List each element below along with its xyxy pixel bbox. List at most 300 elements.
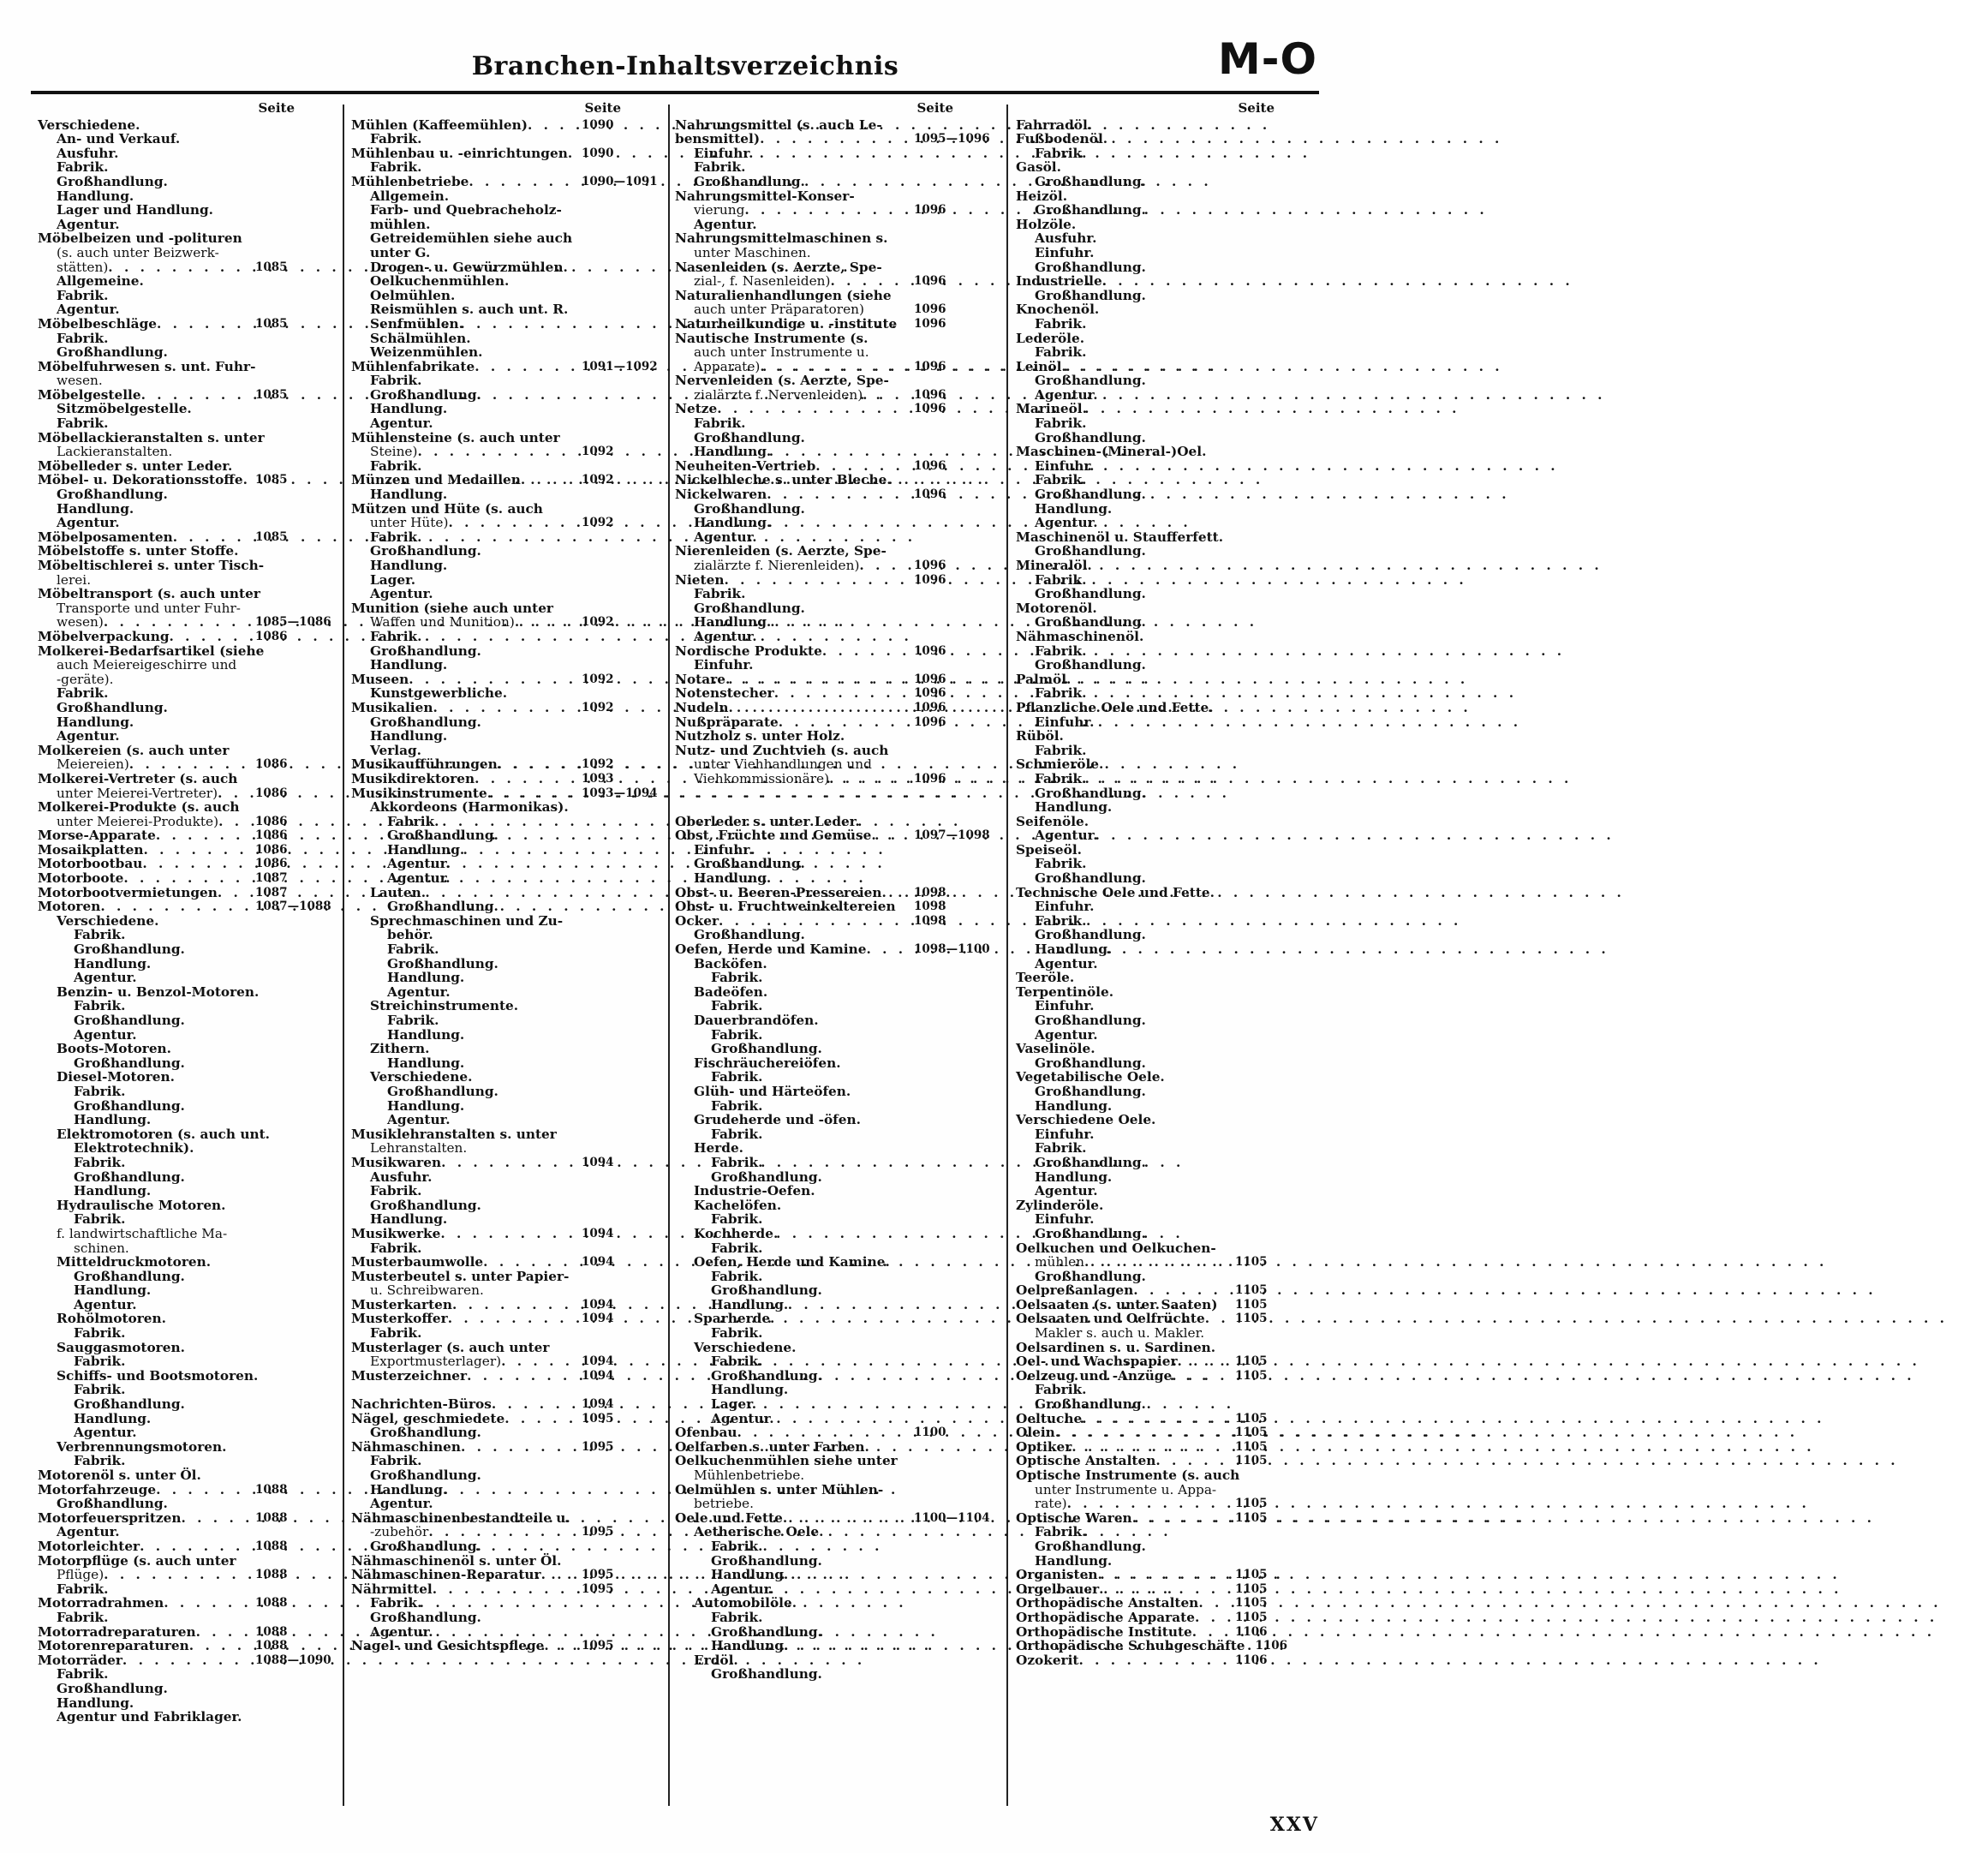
index-entry — [1016, 445, 1317, 459]
entry-label: Zylinderöle. — [1016, 1197, 1104, 1213]
entry-label: Verschiedene. — [57, 912, 159, 929]
entry-label: Fabrik. — [57, 159, 109, 176]
entry-label: Obst- u. Beeren-Pressereien — [675, 884, 882, 900]
entry-label: Sitzmöbelgestelle. — [57, 401, 192, 417]
index-entry — [1016, 516, 1317, 530]
index-entry — [1016, 1056, 1317, 1071]
index-entry — [1016, 1013, 1317, 1028]
index-entry — [1016, 957, 1317, 971]
index-entry — [351, 1341, 664, 1355]
entry-label: Handlung. — [387, 1055, 465, 1071]
entry-page: 1094 — [582, 1354, 614, 1369]
index-entry — [1016, 701, 1317, 715]
index-entry — [675, 1596, 996, 1611]
entry-label: Mitteldruckmotoren. — [57, 1254, 212, 1270]
index-entry — [38, 772, 337, 786]
index-entry — [1016, 1426, 1317, 1440]
index-entry — [1016, 914, 1317, 929]
dot-leader — [1198, 1596, 1230, 1611]
entry-label: Großhandlung. — [370, 1467, 481, 1483]
entry-label: Oeltuche — [1016, 1410, 1083, 1426]
entry-label: Viehkommissionäre) — [694, 770, 830, 786]
entry-label: Marineöl. — [1016, 401, 1087, 417]
entry-label: Fabrik. — [1035, 770, 1087, 786]
index-entry — [1016, 360, 1317, 374]
index-entry — [675, 1099, 996, 1114]
entry-label: Großhandlung. — [711, 1282, 822, 1299]
index-entry — [351, 1312, 664, 1326]
entry-label: Agentur. — [370, 1623, 433, 1640]
dot-leader — [448, 516, 576, 530]
dot-leader — [744, 203, 909, 218]
entry-label: Handlung. — [57, 714, 134, 730]
entry-label: Einfuhr. — [1035, 1126, 1095, 1142]
entry-label: Mühlenbau u. -einrichtungen — [351, 145, 568, 161]
index-entry — [675, 1639, 996, 1653]
entry-label: Mosaikplatten — [38, 841, 144, 858]
index-entry — [675, 999, 996, 1013]
entry-page: 1085 — [255, 260, 288, 274]
entry-label: Fabrik. — [711, 1211, 763, 1228]
entry-label: Großhandlung. — [1035, 614, 1146, 631]
entry-label: vierung — [694, 202, 745, 218]
entry-label: Heizöl. — [1016, 188, 1068, 204]
entry-label: unter Hüte) — [370, 515, 449, 531]
index-entry — [675, 985, 996, 1000]
seite-label: Seite — [258, 100, 295, 116]
entry-label: Ozokerit — [1016, 1652, 1079, 1668]
entry-label: Sprechmaschinen und Zu- — [370, 912, 564, 929]
entry-label: Großhandlung. — [370, 1425, 481, 1441]
entry-label: Naturalienhandlungen (siehe — [675, 287, 892, 303]
index-entry — [1016, 1369, 1317, 1384]
entry-label: Verschiedene. — [38, 117, 140, 133]
index-entry — [1016, 1454, 1317, 1468]
entry-label: Handlung. — [694, 614, 772, 631]
index-entry — [1016, 1227, 1317, 1241]
index-entry — [38, 1099, 337, 1114]
index-entry — [1016, 388, 1317, 403]
index-entry — [351, 843, 664, 858]
entry-label: Nutz- und Zuchtvieh (s. auch — [675, 742, 889, 758]
dot-leader — [141, 388, 250, 403]
seite-label: Seite — [584, 100, 621, 116]
index-entry — [1016, 800, 1317, 815]
entry-label: Agentur. — [57, 302, 120, 318]
index-entry — [351, 175, 664, 189]
index-entry — [38, 1113, 337, 1127]
index-entry — [351, 160, 664, 175]
index-entry — [351, 345, 664, 360]
index-entry — [38, 1483, 337, 1497]
index-entry — [1016, 1440, 1317, 1455]
entry-label: Handlung. — [1035, 1169, 1113, 1185]
dot-leader — [143, 843, 250, 858]
index-entry — [1016, 729, 1317, 744]
entry-label: Fabrik. — [711, 1154, 763, 1170]
index-entry — [38, 1611, 337, 1625]
entry-label: Fabrik. — [57, 415, 109, 432]
entry-label: Lager und Handlung. — [57, 202, 214, 218]
entry-label: Handlung. — [1035, 500, 1113, 517]
entry-label: Agentur. — [370, 586, 433, 602]
dot-leader — [475, 360, 576, 374]
entry-label: Oelsaaten und Oelfrüchte — [1016, 1311, 1205, 1327]
entry-label: Handlung. — [57, 500, 134, 517]
entry-label: Handlung. — [387, 1097, 465, 1114]
entry-page: 1098 — [914, 913, 946, 928]
index-entry — [351, 1539, 664, 1554]
entry-label: Senfmühlen. — [370, 315, 463, 332]
index-entry — [351, 1141, 664, 1156]
entry-label: Kunstgewerbliche. — [370, 685, 508, 702]
entry-label: Einfuhr. — [1035, 457, 1095, 474]
index-entry — [675, 1539, 996, 1554]
entry-label: Nahrungsmittel-Konser- — [675, 188, 855, 204]
index-entry — [675, 1397, 996, 1412]
entry-label: Getreidemühlen siehe auch — [370, 230, 573, 247]
entry-label: Einfuhr. — [1035, 1211, 1095, 1228]
entry-page: 1095 — [582, 1581, 614, 1596]
dot-leader — [409, 672, 576, 687]
entry-label: Musterzeichner — [351, 1367, 468, 1384]
entry-label: Handlung. — [74, 1282, 152, 1299]
entry-label: Mützen und Hüte (s. auch — [351, 500, 543, 517]
entry-label: Handlung. — [370, 1211, 448, 1228]
entry-label: Fabrik. — [387, 941, 439, 958]
entry-label: Handlung. — [370, 1481, 448, 1497]
dot-leader — [1078, 1653, 1230, 1668]
entry-label: Großhandlung. — [694, 500, 805, 517]
entry-label: Fabrik. — [1035, 856, 1087, 872]
index-entry — [351, 1241, 664, 1256]
index-entry — [38, 487, 337, 502]
entry-label: behör. — [387, 927, 433, 943]
entry-label: Exportmusterlager) — [370, 1354, 502, 1370]
entry-page: 1106 — [1235, 1624, 1268, 1639]
index-entry — [38, 431, 337, 445]
index-entry — [38, 246, 337, 260]
entry-page: 1094 — [582, 1255, 614, 1270]
index-entry — [1016, 658, 1317, 672]
dot-leader — [108, 260, 250, 275]
index-entry — [1016, 132, 1317, 146]
index-entry — [351, 1270, 664, 1284]
entry-page: 1088 — [255, 1482, 288, 1497]
entry-label: Fabrik. — [370, 1453, 422, 1469]
entry-label: Fabrik. — [711, 1126, 763, 1142]
index-entry — [1016, 1412, 1317, 1426]
index-entry — [351, 1554, 664, 1569]
entry-page: 1098—1100 — [914, 942, 990, 957]
index-entry — [351, 1511, 664, 1526]
entry-label: Verschiedene. — [694, 1339, 797, 1355]
index-entry — [351, 1426, 664, 1440]
index-entry — [351, 332, 664, 346]
index-entry — [1016, 757, 1317, 772]
entry-label: Nautische Instrumente (s. — [675, 330, 869, 346]
entry-label: Molkereien (s. auch unter — [38, 742, 230, 758]
entry-label: Akkordeons (Harmonikas). — [370, 799, 569, 816]
entry-label: Fabrik. — [1035, 685, 1087, 702]
index-entry — [675, 1483, 996, 1497]
entry-label: Handlung. — [57, 188, 134, 204]
dot-leader — [181, 1511, 250, 1526]
entry-label: Großhandlung. — [74, 1013, 185, 1028]
entry-label: Handlung. — [387, 1026, 465, 1043]
entry-label: Großhandlung. — [1035, 287, 1146, 303]
index-entry — [675, 644, 996, 659]
entry-label: Handlung. — [711, 1296, 789, 1312]
index-entry — [351, 701, 664, 715]
entry-page: 1085—1086 — [255, 615, 331, 630]
entry-label: Großhandlung. — [694, 600, 805, 616]
index-entry — [351, 445, 664, 459]
index-entry — [1016, 1397, 1317, 1412]
entry-page: 1088 — [255, 1639, 288, 1653]
entry-label: Agentur. — [1035, 515, 1098, 531]
entry-label: Handlung. — [694, 444, 772, 460]
entry-label: Großhandlung. — [1035, 1013, 1146, 1028]
entry-label: Handlung. — [1035, 1097, 1113, 1114]
index-entry — [1016, 203, 1317, 218]
index-entry — [38, 132, 337, 146]
dot-leader — [475, 772, 576, 786]
index-entry — [675, 1412, 996, 1426]
entry-page: 1105 — [1235, 1454, 1268, 1468]
index-entry — [1016, 1468, 1317, 1483]
index-entry — [1016, 1483, 1317, 1497]
entry-label: Fabrik. — [57, 287, 109, 303]
index-entry — [351, 1611, 664, 1625]
dot-leader — [469, 175, 576, 189]
entry-label: Fabrik. — [694, 415, 746, 432]
entry-page: 1086 — [255, 828, 288, 843]
index-entry — [38, 1710, 337, 1724]
index-entry — [1016, 260, 1317, 275]
entry-label: Fabrik. — [1035, 344, 1087, 361]
entry-label: Agentur. — [57, 216, 120, 232]
index-entry — [1016, 843, 1317, 858]
index-entry — [38, 1298, 337, 1312]
dot-leader — [829, 772, 909, 786]
entry-label: unter Maschinen. — [694, 244, 811, 260]
index-entry — [38, 1511, 337, 1526]
index-entry — [38, 1156, 337, 1170]
index-entry — [351, 1113, 664, 1127]
entry-label: Fabrik. — [1035, 1524, 1087, 1540]
dot-leader — [428, 1525, 576, 1539]
entry-label: wesen) — [57, 614, 104, 631]
index-entry — [675, 957, 996, 971]
page-number: XXV — [1269, 1814, 1319, 1836]
index-entry — [1016, 828, 1317, 843]
dot-leader — [1097, 1568, 1230, 1582]
dot-leader — [760, 132, 909, 146]
entry-label: Hydraulische Motoren. — [57, 1197, 226, 1213]
index-entry — [675, 715, 996, 730]
index-entry — [1016, 1611, 1317, 1625]
entry-label: Nickelbleche s. unter Bleche. — [675, 472, 892, 488]
index-entry — [38, 1468, 337, 1483]
entry-label: Fabrik. — [711, 1609, 763, 1625]
entry-label: Oelmühlen s. unter Mühlen- — [675, 1481, 884, 1497]
index-entry — [1016, 1141, 1317, 1156]
index-entry — [1016, 1085, 1317, 1099]
entry-label: Verschiedene Oele. — [1016, 1112, 1156, 1128]
entry-label: Großhandlung. — [1035, 1268, 1146, 1284]
index-entry — [351, 1639, 664, 1653]
dot-leader — [737, 1426, 910, 1440]
entry-page: 1105 — [1235, 1596, 1268, 1611]
entry-label: Handlung. — [711, 1567, 789, 1583]
index-entry — [38, 544, 337, 559]
entry-page: 1106 — [1255, 1639, 1288, 1653]
entry-page: 1105 — [1235, 1411, 1268, 1426]
entry-label: Großhandlung. — [387, 899, 498, 915]
entry-label: Agentur. — [694, 216, 757, 232]
index-entry — [675, 1454, 996, 1468]
index-entry — [1016, 302, 1317, 317]
entry-label: u. Schreibwaren. — [370, 1282, 484, 1299]
entry-label: -geräte). — [57, 671, 114, 687]
index-entry — [675, 1156, 996, 1170]
index-entry — [1016, 857, 1317, 871]
entry-label: Museen — [351, 671, 409, 687]
entry-label: Mühlenbetriebe. — [694, 1467, 805, 1483]
entry-label: Fabrik. — [370, 1240, 422, 1256]
index-entry — [351, 1525, 664, 1539]
entry-label: An- und Verkauf. — [57, 131, 181, 147]
entry-page: 1086 — [255, 857, 288, 871]
entry-label: Fabrik. — [1035, 912, 1087, 929]
index-entry — [675, 530, 996, 545]
index-entry — [351, 559, 664, 573]
index-entry — [675, 573, 996, 588]
entry-label: Drogen- u. Gewürzmühlen. — [370, 259, 568, 275]
index-entry — [38, 1241, 337, 1256]
entry-label: Optische Anstalten — [1016, 1453, 1156, 1469]
entry-label: Handlung. — [387, 970, 465, 986]
entry-label: Motorradrahmen — [38, 1595, 164, 1611]
index-entry — [675, 374, 996, 388]
dot-leader — [1084, 1255, 1230, 1270]
entry-label: Einfuhr. — [1035, 998, 1095, 1014]
entry-page: 1096 — [914, 402, 946, 416]
index-entry — [38, 1539, 337, 1554]
entry-label: Möbelbeschläge — [38, 315, 158, 332]
entry-page: 1094 — [582, 1312, 614, 1326]
entry-label: Orthopädische Institute — [1016, 1623, 1192, 1640]
index-entry — [675, 1298, 996, 1312]
index-entry — [351, 203, 664, 218]
index-entry — [38, 416, 337, 431]
index-entry — [351, 1369, 664, 1384]
entry-label: Fabrik. — [74, 1211, 126, 1228]
entry-label: Nieten — [675, 571, 725, 588]
index-entry — [38, 1596, 337, 1611]
entry-label: Munition (siehe auch unter — [351, 600, 553, 616]
index-entry — [38, 1312, 337, 1326]
index-entry — [38, 1454, 337, 1468]
index-entry — [351, 118, 664, 133]
index-entry — [351, 231, 664, 246]
entry-label: Fabrik. — [1035, 315, 1087, 332]
index-entry — [675, 942, 996, 957]
dot-leader — [441, 1156, 576, 1170]
entry-label: Nähmaschinenöl s. unter Öl. — [351, 1552, 562, 1569]
entry-label: Fabrik. — [1035, 571, 1087, 588]
entry-label: Nägel, geschmiedete — [351, 1410, 505, 1426]
entry-label: Fabrik. — [370, 131, 422, 147]
entry-page: 1096 — [914, 302, 946, 317]
entry-label: Nährmittel — [351, 1581, 433, 1597]
index-entry — [38, 1212, 337, 1227]
entry-label: Oele und Fette — [675, 1509, 783, 1526]
index-entry — [675, 345, 996, 360]
header-rule — [31, 91, 1319, 94]
index-entry — [675, 672, 996, 687]
index-entry — [1016, 1298, 1317, 1312]
entry-label: Orthopädische Schuhgeschäfte — [1016, 1638, 1245, 1654]
entry-label: Oberleder s. unter Leder. — [675, 813, 860, 829]
entry-label: Fabrik. — [694, 586, 746, 602]
index-entry — [1016, 274, 1317, 289]
entry-label: Einfuhr. — [694, 657, 754, 673]
entry-page: 1086 — [255, 786, 288, 800]
entry-label: betriebe. — [694, 1496, 754, 1512]
entry-label: Großhandlung. — [1035, 1083, 1146, 1099]
entry-label: Zithern. — [370, 1041, 430, 1057]
entry-label: Großhandlung. — [711, 1623, 822, 1640]
dot-leader — [779, 715, 909, 730]
entry-label: Fabrik. — [711, 1026, 763, 1043]
entry-label: Nasenleiden (s. Aerzte, Spe- — [675, 259, 882, 275]
entry-label: Musiklehranstalten s. unter — [351, 1126, 557, 1142]
entry-label: Naturheilkundige u. -institute — [675, 315, 898, 332]
index-entry — [38, 573, 337, 588]
index-entry — [675, 189, 996, 204]
entry-label: Mühlensteine (s. auch unter — [351, 429, 560, 445]
index-entry — [38, 701, 337, 715]
entry-label: Nierenleiden (s. Aerzte, Spe- — [675, 543, 887, 559]
entry-label: Waffen und Munition) — [370, 614, 515, 631]
entry-label: Badeöfen. — [694, 983, 768, 1000]
entry-label: Großhandlung. — [57, 1680, 168, 1696]
entry-label: Motorpflüge (s. auch unter — [38, 1552, 236, 1569]
entry-label: Oelmühlen. — [370, 287, 456, 303]
entry-label: Notare — [675, 671, 725, 687]
index-entry — [351, 1099, 664, 1114]
index-entry — [351, 1013, 664, 1028]
entry-label: Vegetabilische Oele. — [1016, 1069, 1165, 1085]
entry-label: Motorenreparaturen — [38, 1638, 189, 1654]
index-entry — [38, 886, 337, 900]
index-entry — [38, 345, 337, 360]
entry-label: Agentur. — [57, 728, 120, 744]
index-entry — [38, 289, 337, 303]
index-entry — [675, 218, 996, 232]
dot-leader — [719, 914, 909, 929]
index-entry — [38, 1426, 337, 1440]
entry-label: Motorbootvermietungen — [38, 884, 218, 900]
index-entry — [351, 1468, 664, 1483]
dot-leader — [541, 1568, 576, 1582]
entry-label: Holzöle. — [1016, 216, 1077, 232]
entry-label: Fabrik. — [370, 457, 422, 474]
entry-label: Großhandlung. — [370, 1538, 481, 1554]
index-entry — [675, 132, 996, 146]
